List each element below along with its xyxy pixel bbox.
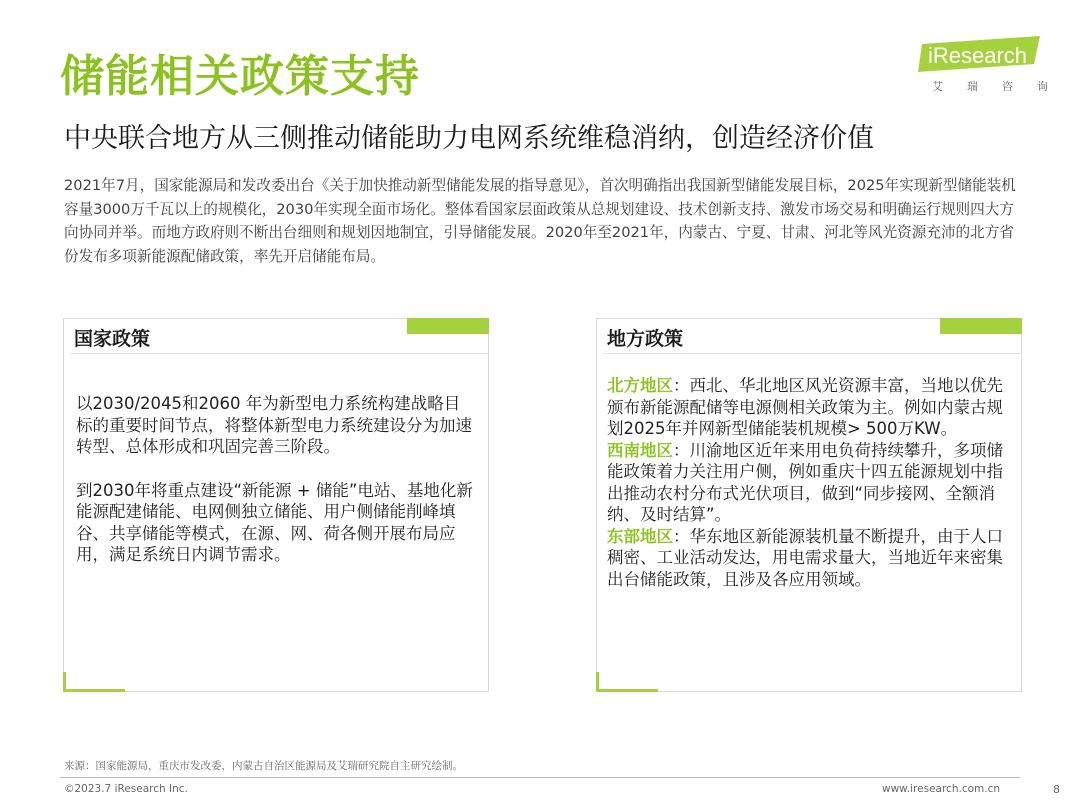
intro-paragraph: 2021年7月，国家能源局和发改委出台《关于加快推动新型储能发展的指导意见》，首次明确指出我国新型储能发展目标，2025年实现新型储能装机容量3000万千瓦以上的规模化，2030年实现全面市场化。整体看国家层面政策从总规划建设、技术创新支持、激发市场交易和明确运行规则四大方向协同并举。而地方政府则不断出台细则和规划因地制宜，引导储能发展。2020年至2021年，内蒙古、宁夏、甘肃、河北等风光资源充沛的北方省份发布多项新能源配储政策，率先开启储能布局。 <box>64 177 1016 265</box>
region-text: ：华东地区新能源装机量不断提升，由于人口稠密、工业活动发达，用电需求量大，当地近年来密集出台储能政策，且涉及各应用领域。 <box>607 526 1003 589</box>
panel-accent-bar <box>407 318 489 334</box>
region-text: ：川渝地区近年来用电负荷持续攀升，多项储能政策着力关注用户侧，例如重庆十四五能源规划中指出推动农村分布式光伏项目，做到“同步接网、全额消纳、及时结算”。 <box>607 440 1003 524</box>
panel-divider <box>70 353 488 354</box>
panel-divider <box>603 353 1021 354</box>
national-policy-panel <box>63 318 489 692</box>
logo-char: 瑞 <box>967 80 978 93</box>
footer-divider <box>60 777 1020 778</box>
local-policy-panel <box>596 318 1022 692</box>
panel-accent-bar <box>940 318 1022 334</box>
panel-corner-accent <box>63 672 66 692</box>
national-policy-body <box>76 393 476 588</box>
page-title: 储能相关政策支持 <box>60 51 420 102</box>
panel-corner-accent <box>63 689 125 692</box>
page-subtitle: 中央联合地方从三侧推动储能助力电网系统维稳消纳，创造经济价值 <box>64 123 874 154</box>
panel-corner-accent <box>596 672 599 692</box>
panel-heading: 地方政策 <box>607 328 684 350</box>
source-note: 来源：国家能源局，重庆市发改委，内蒙古自治区能源局及艾瑞研究院自主研究绘制。 <box>64 760 463 772</box>
local-policy-item <box>607 375 1015 440</box>
logo-char: 艾 <box>932 80 943 93</box>
copyright-text: ©2023.7 iResearch Inc. <box>64 783 188 795</box>
panel-corner-accent <box>596 689 658 692</box>
region-label: 东部地区 <box>607 526 673 546</box>
national-policy-paragraph: 以2030/2045和2060 年为新型电力系统构建战略目标的重要时间节点，将整体新型电力系统建设分为加速转型、总体形成和巩固完善三阶段。 <box>76 394 472 456</box>
logo-brand-text: iResearch <box>928 43 1028 68</box>
page-number: 8 <box>1053 783 1060 796</box>
local-policy-body <box>607 375 1015 590</box>
logo-char: 咨 <box>1002 80 1013 93</box>
website-link[interactable]: www.iresearch.com.cn <box>882 783 1001 795</box>
region-label: 北方地区 <box>607 376 673 395</box>
national-policy-paragraph: 到2030年将重点建设“新能源 + 储能”电站、基地化新能源配建储能、电网侧独立储能、用户侧储能削峰填谷、共享储能等模式，在源、网、荷各侧开展布局应用，满足系统日内调节需求。 <box>76 480 473 564</box>
region-text: ：西北、华北地区风光资源丰富，当地以优先颁布新能源配储等电源侧相关政策为主。例如内蒙古规划2025年并网新型储能装机规模> 500万KW。 <box>607 376 1003 438</box>
local-policy-item <box>607 526 1015 591</box>
logo-char: 询 <box>1037 80 1048 93</box>
logo-subtitle <box>932 78 1048 94</box>
panel-heading: 国家政策 <box>74 328 151 350</box>
logo-badge-icon <box>918 34 1048 76</box>
region-label: 西南地区 <box>607 440 673 460</box>
local-policy-item <box>607 440 1015 526</box>
iresearch-logo <box>918 34 1048 96</box>
